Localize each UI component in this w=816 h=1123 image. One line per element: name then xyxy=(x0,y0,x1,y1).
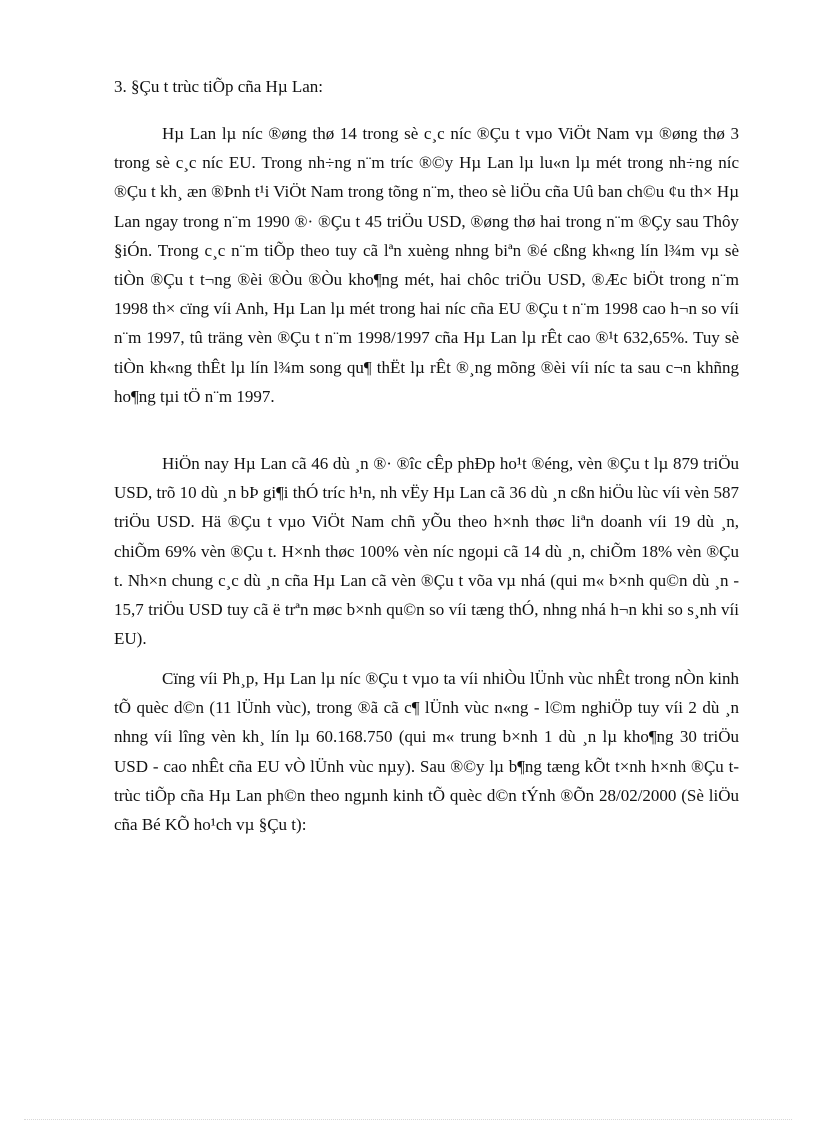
paragraph-sectors: Cïng víi Ph¸p, Hµ Lan lµ níc ®Çu t vµo ta víi nhiÒu lÜnh vùc nhÊt trong nÒn kinh tÕ quèc d©n (11 lÜnh vùc), trong ®ã cã c¶ lÜnh vùc n«ng - l©m nghiÖp tuy víi 2 dù ¸n nhng víi lîng vèn kh¸ lín lµ 60.168.750 (qui m« trung b×nh 1 dù ¸n lµ kho¶ng 30 triÖu USD - cao nhÊt cña EU vÒ lÜnh vùc nµy). Sau ®©y lµ b¶ng tæng kÕt t×nh h×nh ®Çu t trùc tiÕp cña Hµ Lan ph©n theo ngµnh kinh tÕ quèc d©n tÝnh ®Õn 28/02/2000 (Sè liÖu cña Bé KÕ ho¹ch vµ §Çu t): xyxy=(114,669,739,835)
page-bottom-divider xyxy=(24,1119,792,1120)
paragraph-current-projects: HiÖn nay Hµ Lan cã 46 dù ¸n ®· ®îc cÊp phÐp ho¹t ®éng, vèn ®Çu t lµ 879 triÖu USD, trõ 10 dù ¸n bÞ gi¶i thÓ tríc h¹n, nh vËy Hµ Lan cã 36 dù ¸n cßn hiÖu lùc víi vèn 587 triÖu USD. Hä ®Çu t vµo ViÖt Nam chñ yÕu theo h×nh thøc liªn doanh víi 19 dù ¸n, chiÕm 69% vèn ®Çu t. H×nh thøc 100% vèn níc ngoµi cã 14 dù ¸n, chiÕm 18% vèn ®Çu t. Nh×n chung c¸c dù ¸n cña Hµ Lan cã vèn ®Çu t võa vµ nhá (qui m« b×nh qu©n dù ¸n - 15,7 triÖu USD tuy cã ë trªn møc b×nh qu©n so víi tæng thÓ, nhng nhá h¬n khi so s¸nh víi EU). xyxy=(114,454,739,649)
section-heading: 3. §Çu t trùc tiÕp cña Hµ Lan: xyxy=(114,77,324,96)
paragraph-netherlands-ranking: Hµ Lan lµ níc ®øng thø 14 trong sè c¸c níc ®Çu t vµo ViÖt Nam vµ ®øng thø 3 trong sè c¸c níc EU. Trong nh÷ng n¨m tríc ®©y Hµ Lan lµ lu«n lµ mét trong nh÷ng níc ®Çu t kh¸ æn ®Þnh t¹i ViÖt Nam trong tõng n¨m, theo sè liÖu cña Uû ban ch©u ¢u th× Hµ Lan ngay trong n¨m 1990 ®· ®Çu t 45 triÖu USD, ®øng thø hai trong n¨m ®Çy sau Thôy §iÓn. Trong c¸c n¨m tiÕp theo tuy cã lªn xuèng nhng biªn ®é cßng kh«ng lín l¾m vµ sè tiÒn ®Çu t t¬ng ®èi ®Òu ®Òu kho¶ng mét, hai chôc triÖu USD, ®Æc biÖt trong n¨m 1998 th× cïng víi Anh, Hµ Lan lµ mét trong hai níc cña EU ®Çu t n¨m 1998 cao h¬n so víi n¨m 1997, tû träng vèn ®Çu t n¨m 1998/1997 cña Hµ Lan lµ rÊt cao ®¹t 632,65%. Tuy sè tiÒn kh«ng thÊt lµ lín l¾m song qu¶ thËt lµ rÊt ®¸ng mõng ®èi víi níc ta sau c¬n khñng ho¶ng tµi tÖ n¨m 1997. xyxy=(114,124,739,406)
